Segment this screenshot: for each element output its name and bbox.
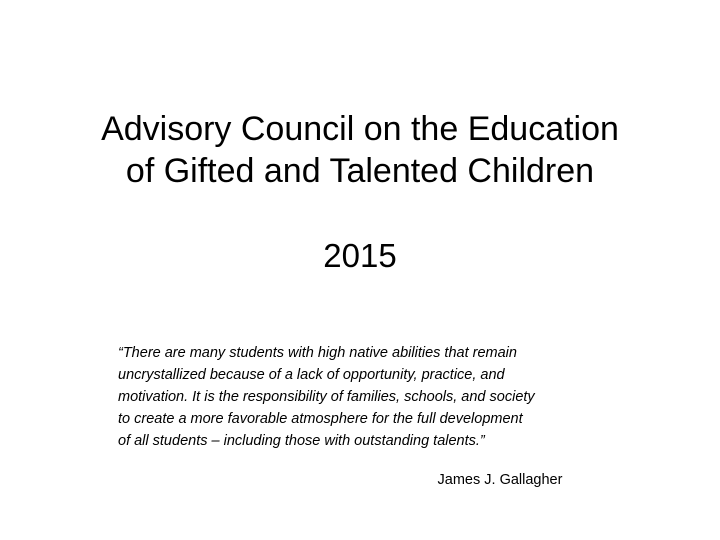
title-line-1: Advisory Council on the Education: [101, 110, 619, 148]
title-line-2: of Gifted and Talented Children: [125, 152, 595, 190]
quote-line-1: “There are many students with high native abilities that remain: [118, 345, 517, 361]
quote-block: [110, 342, 610, 452]
slide-title: [30, 108, 690, 192]
quote-line-5: of all students – including those with outstanding talents.”: [118, 433, 485, 449]
slide-year: 2015: [323, 237, 397, 274]
quote-line-4: to create a more favorable atmosphere for the full development: [118, 411, 523, 427]
quote-line-3: motivation. It is the responsibility of families, schools, and society: [118, 389, 535, 405]
quote-attribution: James J. Gallagher: [437, 472, 563, 488]
quote-line-2: uncrystallized because of a lack of opportunity, practice, and: [118, 367, 505, 383]
